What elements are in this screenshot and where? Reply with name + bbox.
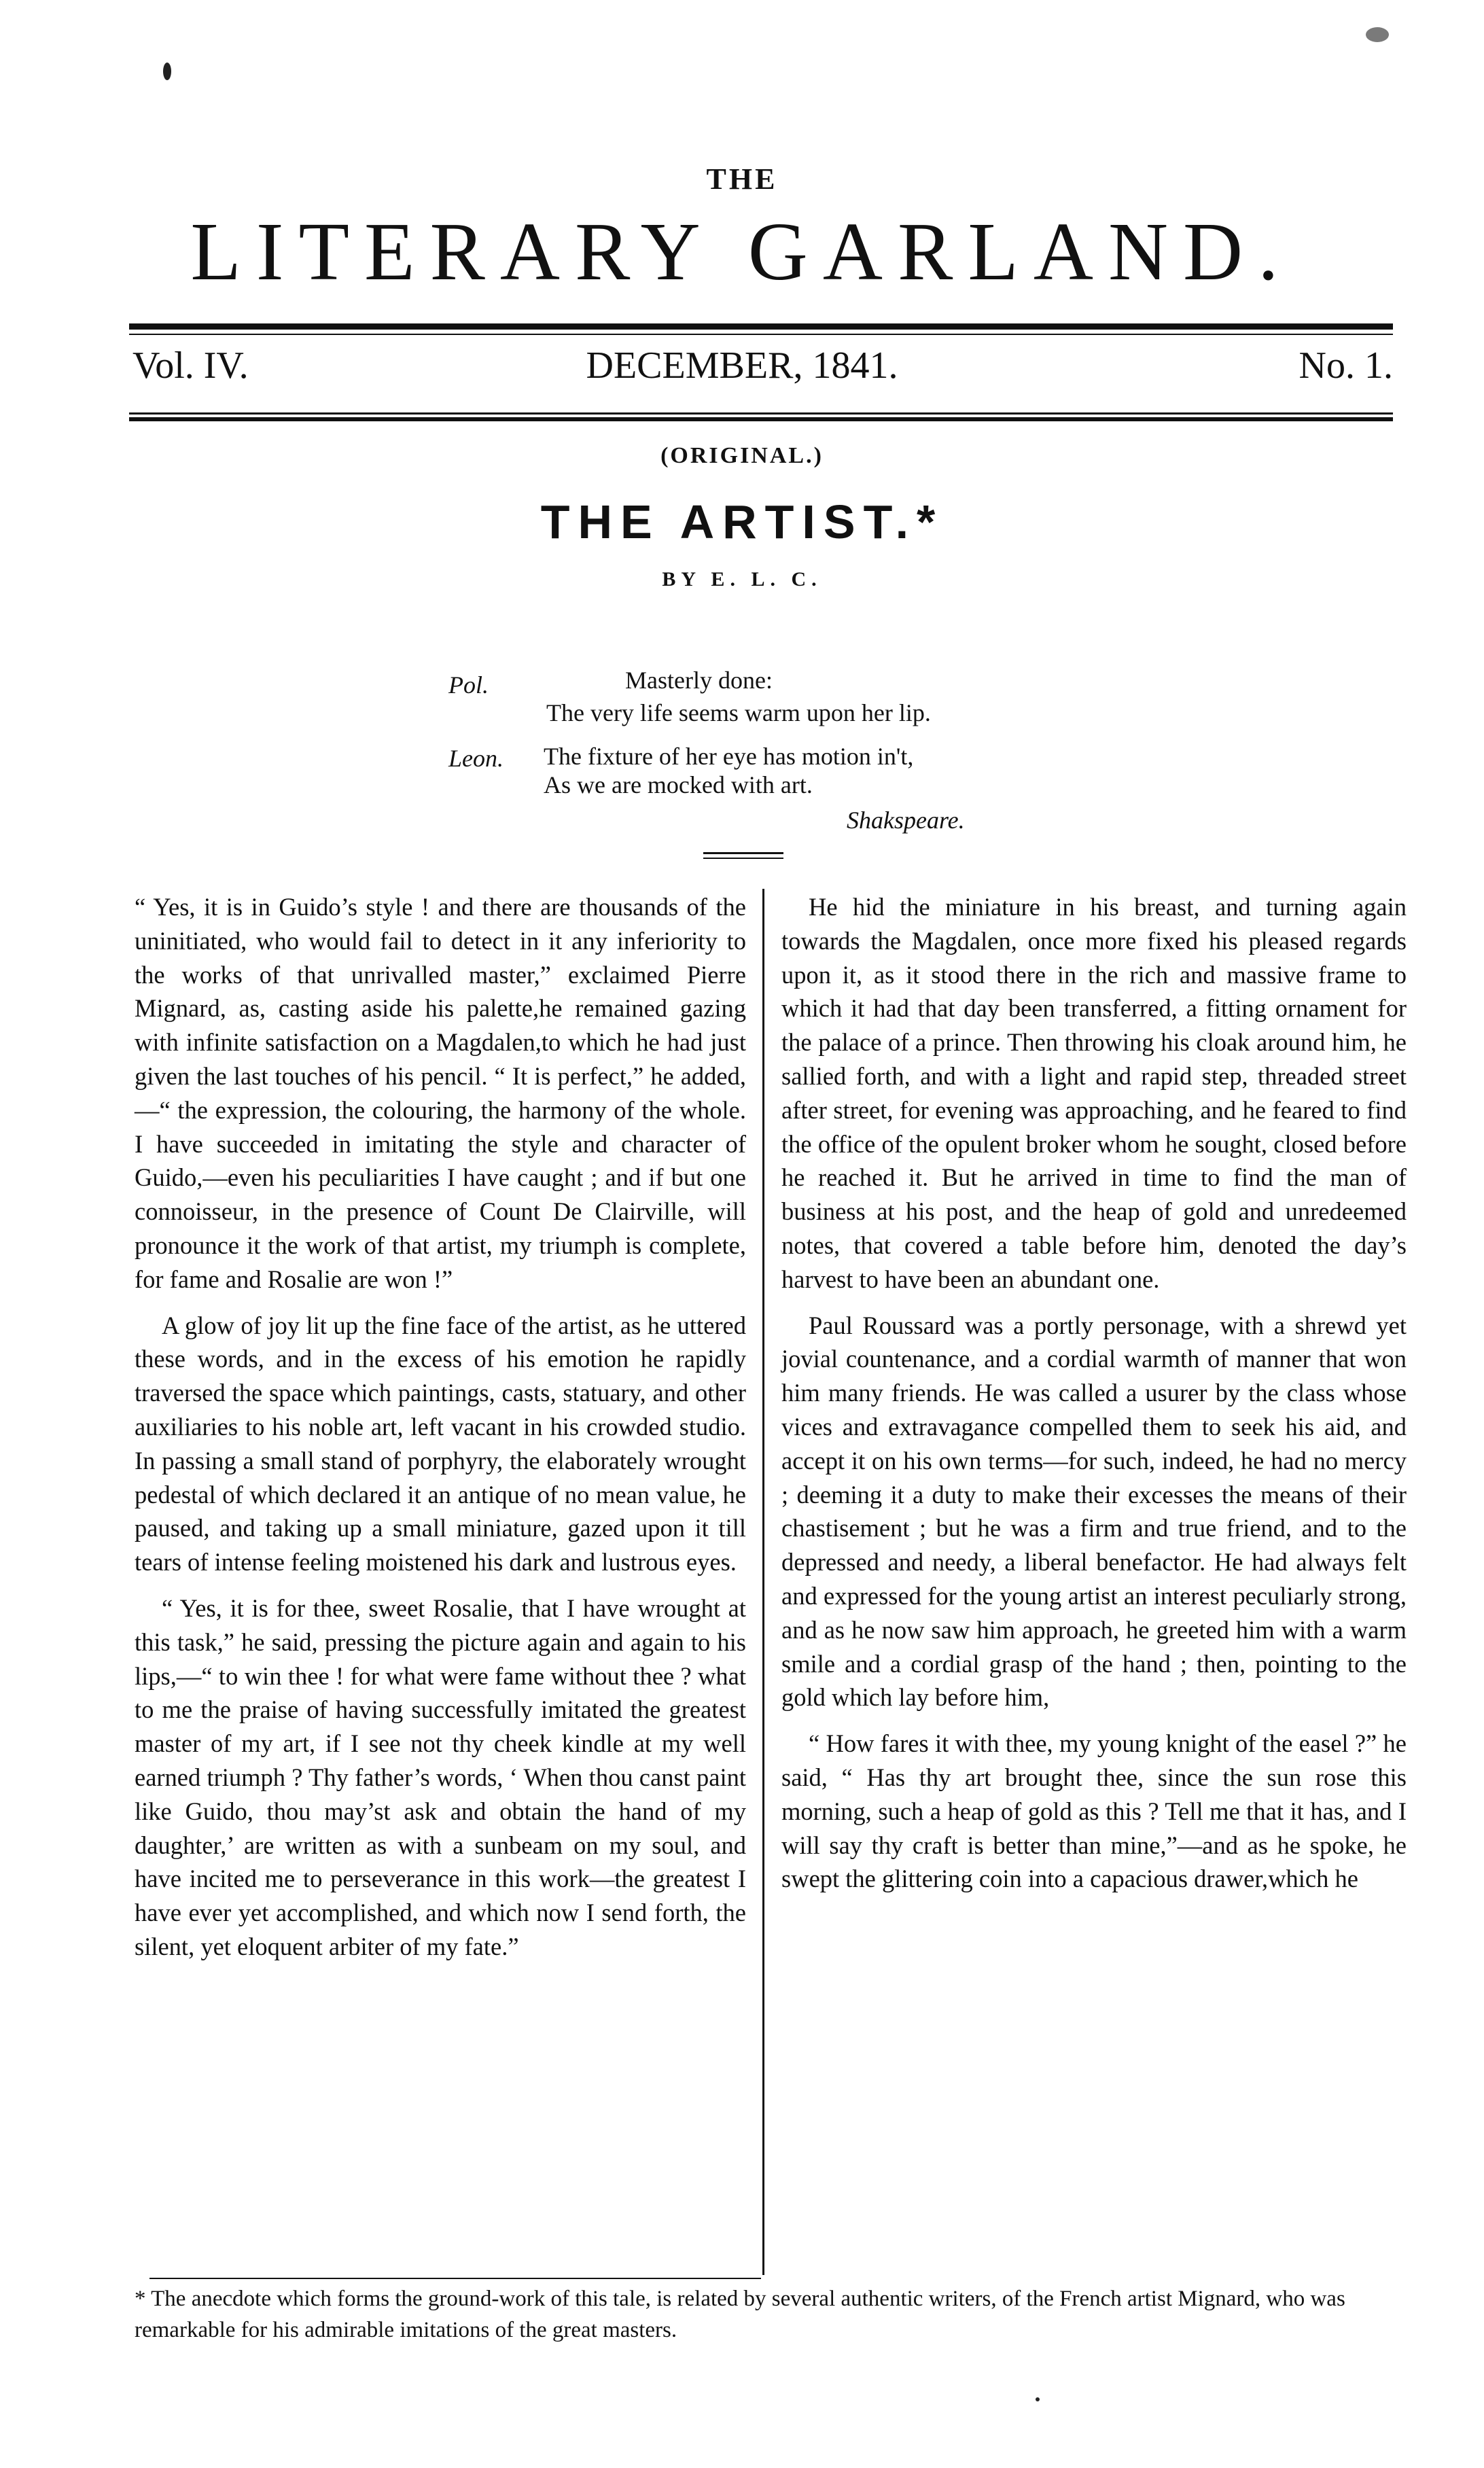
- article-tag: (ORIGINAL.): [660, 443, 824, 468]
- separator-rule: [703, 852, 783, 854]
- ink-mark: [1366, 27, 1389, 42]
- epigraph-line: The fixture of her eye has motion in't,: [544, 743, 914, 770]
- paragraph: Paul Roussard was a portly personage, with a shrewd yet jovial countenance, and a cordial warmth of manner that won him many friends. He was called a usurer by the class whose vices and extravagance compelled them to seek his aid, and accept it on his own terms—for such, indeed, he had no mercy ; deeming it a duty to make their excesses the means of their chastisement ; but he was a firm and true friend, and to the depressed and needy, a liberal benefactor. He had always felt and expressed for the young artist an interest peculiarly strong, and as he now saw him approach, he greeted him with a warm smile and a cordial grasp of the hand ; then, pointing to the gold which lay before him,: [781, 1311, 1407, 1712]
- paragraph: A glow of joy lit up the fine face of the artist, as he uttered these words, and in the excess of his emotion he rapidly traversed the space which paintings, casts, statuary, and other auxiliaries to his noble art, left vacant in his crowded studio. In passing a small stand of porphyry, the elaborately wrought pedestal of which declared it an antique of no mean value, he paused, and taking up a small miniature, gazed upon it till tears of intense feeling moistened his dark and lustrous eyes.: [135, 1311, 746, 1576]
- text-column-right: [781, 890, 1407, 1896]
- issue-rule-thin: [129, 412, 1393, 415]
- separator-rule: [703, 858, 783, 859]
- footnote-rule: [149, 2278, 761, 2279]
- issue-volume: Vol. IV.: [132, 345, 249, 387]
- ink-mark: [163, 63, 171, 80]
- issue-number: No. 1.: [1298, 345, 1393, 387]
- epigraph-attribution: Shakspeare.: [847, 807, 965, 834]
- epigraph-speaker-pol: Pol.: [448, 671, 489, 699]
- issue-date: DECEMBER, 1841.: [586, 345, 898, 387]
- paragraph: “ How fares it with thee, my young knight of the easel ?” he said, “ Has thy art brought thee, since the sun rose this morning, such a heap of gold as this ? Tell me that it has, and I will say thy craft is better than mine,”—and as he spoke, he swept the glittering coin into a capacious drawer,which he: [781, 1729, 1407, 1893]
- paragraph: “ Yes, it is for thee, sweet Rosalie, that I have wrought at this task,” he said, pressing the picture again and again to his lips,—“ to win thee ! for what were fame without thee ? what to me the praise of having successfully imitated the greatest master of my art, if I see not thy cheek kindle at my well earned triumph ? Thy father’s words, ‘ When thou canst paint like Guido, thou may’st ask and obtain the hand of my daughter,’ are written as with a sunbeam on my soul, and have incited me to perseverance in this work—the greatest I have ever yet accomplished, and which now I send forth, the silent, yet eloquent arbiter of my fate.”: [135, 1593, 746, 1960]
- masthead-the: THE: [706, 162, 778, 196]
- masthead-title: LITERARY GARLAND.: [190, 206, 1294, 298]
- epigraph-line: As we are mocked with art.: [544, 771, 813, 798]
- masthead-rule-thick: [129, 323, 1393, 330]
- epigraph-speaker-leon: Leon.: [448, 745, 504, 772]
- text-column-left: [135, 890, 746, 1964]
- masthead-rule-thin: [129, 334, 1393, 335]
- paragraph: “ Yes, it is in Guido’s style ! and there are thousands of the uninitiated, who would fail to detect in it any inferiority to the works of that unrivalled master,” exclaimed Pierre Mignard, as, casting aside his palette,he remained gazing with infinite satisfaction on a Magdalen,to which he had just given the last touches of his pencil. “ It is perfect,” he added,—“ the expression, the colouring, the harmony of the whole. I have succeeded in imitating the style and character of Guido,—even his peculiarities I have caught ; and if but one connoisseur, in the presence of Count De Clairville, will pronounce it the work of that artist, my triumph is complete, for fame and Rosalie are won !”: [135, 893, 746, 1293]
- ink-mark: [1036, 2397, 1040, 2401]
- epigraph-line: The very life seems warm upon her lip.: [546, 699, 931, 726]
- column-divider: [762, 889, 764, 2275]
- article-byline: BY E. L. C.: [662, 568, 822, 590]
- paragraph: He hid the miniature in his breast, and turning again towards the Magdalen, once more fixed his pleased regards upon it, as it stood there in the rich and massive frame to which it had that day been transferred, a fitting ornament for the palace of a prince. Then throwing his cloak around him, he sallied forth, and with a light and rapid step, threaded street after street, for evening was approaching, and he feared to find the office of the opulent broker whom he sought, closed before he reached it. But he arrived in time to find the man of business at his post, and the heap of gold and unredeemed notes, that covered a table before him, denoted the day’s harvest to have been an abundant one.: [781, 893, 1407, 1293]
- article-title: THE ARTIST.*: [540, 495, 944, 548]
- footnote: * The anecdote which forms the ground-work of this tale, is related by several authentic writers, of the French artist Mignard, who was remarkable for his admirable imitations of the great masters.: [135, 2287, 1345, 2342]
- epigraph-line: Masterly done:: [625, 667, 773, 694]
- issue-rule-thick: [129, 417, 1393, 421]
